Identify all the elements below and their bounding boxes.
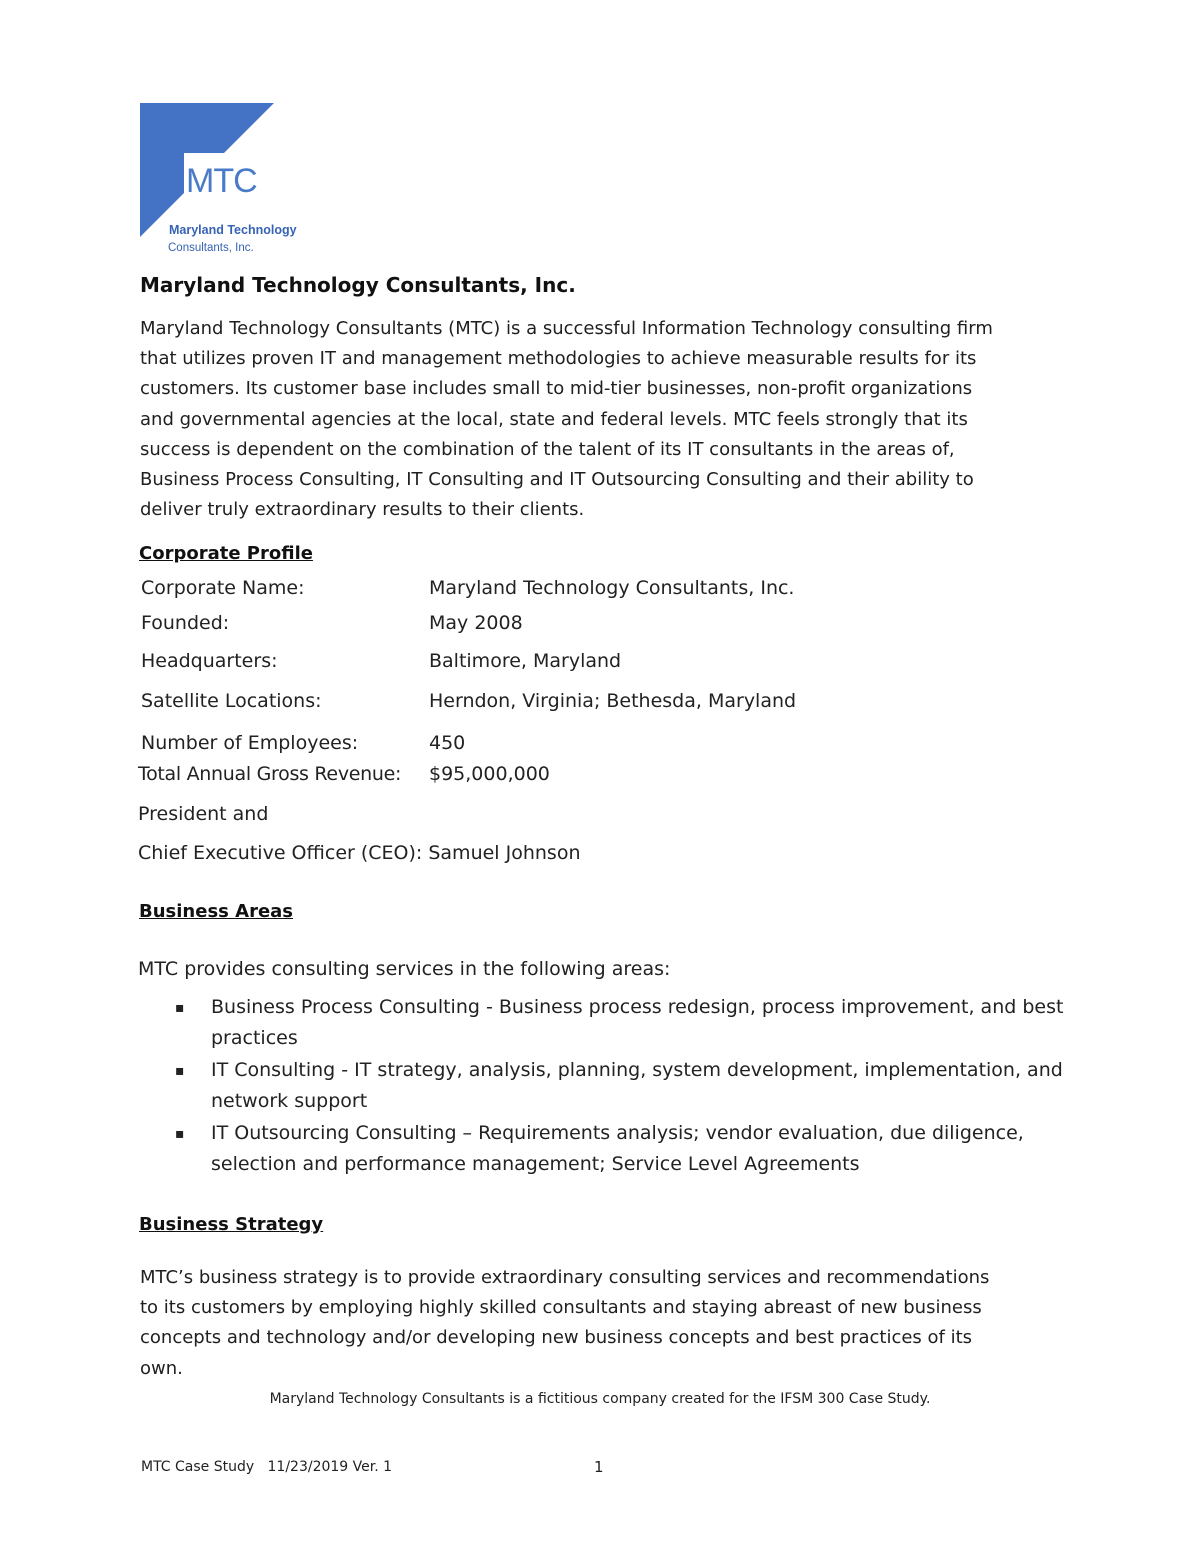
profile-label: Corporate Name: [141,577,305,599]
bullet-marker: ▪ [175,1000,185,1016]
logo-mark [186,162,257,200]
profile-value: Baltimore, Maryland [429,650,622,672]
intro-line: success is dependent on the combination of the talent of its IT consultants in the areas of, [140,438,955,460]
list-item [211,1118,1024,1180]
fictitious-company-note: Maryland Technology Consultants is a fictitious company created for the IFSM 300 Case Study. [269,1391,931,1407]
ceo-line: Chief Executive Officer (CEO): Samuel Johnson [138,842,581,864]
list-item [211,992,1063,1054]
list-item-line: IT Outsourcing Consulting – Requirements analysis; vendor evaluation, due diligence, [211,1122,1024,1144]
intro-paragraph [140,314,993,525]
company-title: Maryland Technology Consultants, Inc. [140,273,576,297]
business-areas-heading: Business Areas [139,901,294,922]
strategy-line: to its customers by employing highly skilled consultants and staying abreast of new business [140,1297,982,1319]
profile-value: Herndon, Virginia; Bethesda, Maryland [429,690,797,712]
intro-line: Maryland Technology Consultants (MTC) is a successful Information Technology consulting firm [140,318,993,339]
profile-label: Total Annual Gross Revenue: [138,763,402,785]
profile-value: $95,000,000 [429,763,550,785]
intro-line: Business Process Consulting, IT Consulting and IT Outsourcing Consulting and their ability to [140,469,974,491]
bullet-marker: ▪ [175,1063,185,1079]
logo-line2: Consultants, Inc. [168,242,254,254]
page-number: 1 [594,1458,604,1476]
profile-value: Maryland Technology Consultants, Inc. [429,577,795,599]
strategy-line: own. [140,1357,183,1379]
list-item-line: Business Process Consulting - Business process redesign, process improvement, and best [211,996,1064,1018]
list-item-line: practices [211,1027,298,1049]
profile-label: Number of Employees: [141,732,359,754]
strategy-paragraph [140,1263,989,1384]
logo-line1: Maryland Technology [169,223,297,237]
list-item-line: network support [211,1090,368,1112]
list-item-line: selection and performance management; Service Level Agreements [211,1153,860,1175]
intro-line: deliver truly extraordinary results to their clients. [140,499,585,521]
profile-label: Satellite Locations: [141,690,322,712]
bullet-marker: ▪ [175,1126,185,1142]
business-strategy-heading: Business Strategy [139,1214,324,1235]
profile-value: 450 [429,732,466,754]
list-item-line: IT Consulting - IT strategy, analysis, planning, system development, implementation, and [211,1059,1063,1081]
intro-line: that utilizes proven IT and management methodologies to achieve measurable results for its [140,348,977,370]
profile-label: Founded: [141,612,230,634]
company-logo [140,103,315,263]
intro-line: customers. Its customer base includes small to mid-tier businesses, non-profit organizations [140,378,973,400]
corporate-profile-heading: Corporate Profile [139,543,313,564]
business-areas-intro: MTC provides consulting services in the following areas: [138,958,671,980]
profile-label: Headquarters: [141,650,278,672]
logo-mark-text: MTC [186,162,257,200]
intro-line: and governmental agencies at the local, state and federal levels. MTC feels strongly that its [140,408,968,430]
list-item [211,1055,1063,1117]
footer-document-info: MTC Case Study 11/23/2019 Ver. 1 [141,1459,393,1475]
strategy-line: MTC’s business strategy is to provide extraordinary consulting services and recommendations [140,1267,990,1288]
strategy-line: concepts and technology and/or developing new business concepts and best practices of its [140,1327,973,1349]
president-title-line: President and [138,803,269,825]
profile-value: May 2008 [429,612,523,634]
